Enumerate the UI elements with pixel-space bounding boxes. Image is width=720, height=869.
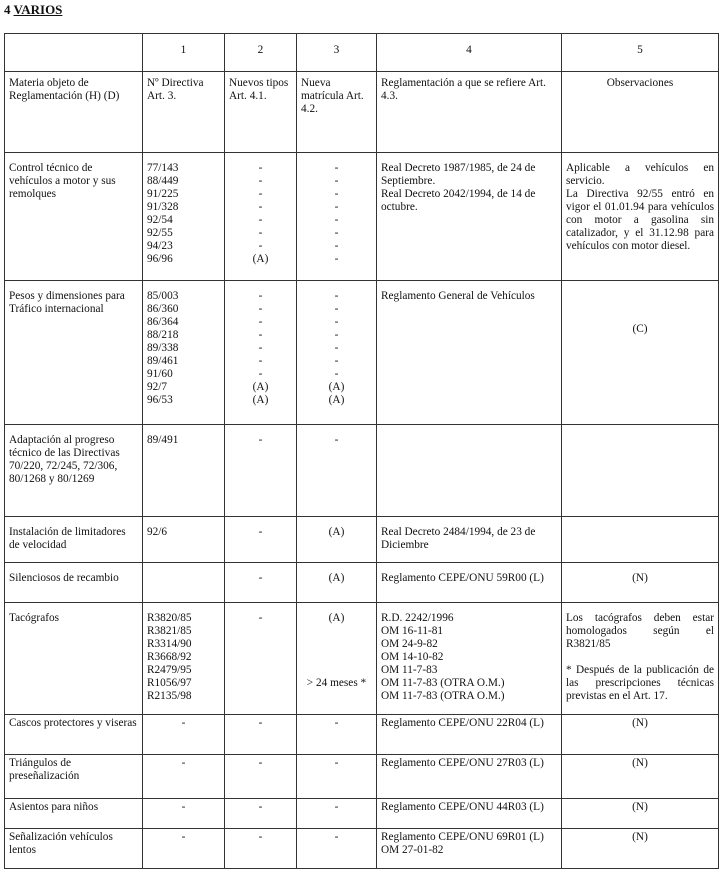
table-row: [5, 281, 719, 425]
table-row: [5, 517, 719, 563]
nueva-matricula-item: -: [334, 290, 339, 302]
table-row: [5, 829, 719, 869]
nueva-matricula-item: -: [334, 368, 339, 380]
header-nueva-matricula: Nueva matrícula Art. 4.2.: [297, 72, 377, 153]
nueva-matricula-item: [301, 664, 372, 677]
directiva-item: -: [181, 801, 186, 813]
nueva-matricula-item: -: [334, 801, 339, 813]
directiva-item: 89/338: [147, 342, 179, 354]
reglamentacion-item: OM 11-7-83 (OTRA O.M.): [381, 677, 505, 689]
column-number-row: [5, 34, 719, 72]
directiva-cell: [143, 425, 225, 517]
observacion-item: La Directiva 92/55 entró en vigor el 01.01.94 para vehículos con motor a gasolina sin catalizador, y el 31.12.98 para vehículos con motor diesel.: [566, 188, 714, 252]
table-row: [5, 153, 719, 281]
nuevos-tipos-item: -: [258, 355, 263, 367]
materia-cell: Tacógrafos: [5, 603, 143, 715]
observacion-item: (N): [632, 757, 648, 769]
nuevos-tipos-item: -: [258, 303, 263, 315]
reglamentacion-cell: [377, 563, 562, 603]
reglamentacion-item: OM 16-11-81: [381, 625, 444, 637]
header-directiva: Nº Directiva Art. 3.: [143, 72, 225, 153]
reglamentacion-item: Reglamento CEPE/ONU 22R04 (L): [381, 717, 544, 729]
regulations-table: [4, 33, 719, 869]
reglamentacion-cell: [377, 153, 562, 281]
observaciones-cell: [562, 425, 719, 517]
directiva-item: 96/53: [147, 394, 173, 406]
nuevos-tipos-cell: [225, 281, 297, 425]
nueva-matricula-cell: [297, 829, 377, 869]
nuevos-tipos-item: (A): [252, 253, 269, 265]
nueva-matricula-item: (A): [328, 526, 345, 538]
nuevos-tipos-cell: [225, 563, 297, 603]
directiva-item: R3821/85: [147, 625, 192, 637]
nuevos-tipos-item: -: [258, 757, 263, 769]
nueva-matricula-item: > 24 meses *: [306, 677, 367, 689]
observacion-item: (N): [632, 831, 648, 843]
nueva-matricula-item: -: [334, 253, 339, 265]
materia-cell: Control técnico de vehículos a motor y sus remolques: [5, 153, 143, 281]
nuevos-tipos-cell: [225, 715, 297, 755]
reglamentacion-cell: [377, 281, 562, 425]
directiva-item: 94/23: [147, 240, 173, 252]
materia-cell: Cascos protectores y viseras: [5, 715, 143, 755]
directiva-cell: [143, 517, 225, 563]
materia-cell: Señalización vehículos lentos: [5, 829, 143, 869]
nueva-matricula-item: -: [334, 355, 339, 367]
nuevos-tipos-item: (A): [252, 394, 269, 406]
nueva-matricula-item: [301, 625, 372, 638]
nuevos-tipos-item: -: [258, 572, 263, 584]
directiva-item: 96/96: [147, 253, 173, 265]
observaciones-cell: [562, 517, 719, 563]
directiva-item: 89/461: [147, 355, 179, 367]
nueva-matricula-cell: [297, 799, 377, 829]
nueva-matricula-cell: [297, 425, 377, 517]
nueva-matricula-item: -: [334, 214, 339, 226]
nueva-matricula-cell: [297, 715, 377, 755]
nuevos-tipos-item: -: [258, 162, 263, 174]
nueva-matricula-item: -: [334, 831, 339, 843]
nuevos-tipos-item: -: [258, 201, 263, 213]
col-num-4: 4: [377, 34, 562, 72]
nuevos-tipos-item: -: [258, 831, 263, 843]
nueva-matricula-item: (A): [328, 381, 345, 393]
materia-cell: Silenciosos de recambio: [5, 563, 143, 603]
nueva-matricula-item: (A): [328, 612, 345, 624]
nuevos-tipos-item: -: [258, 526, 263, 538]
nuevos-tipos-item: -: [258, 368, 263, 380]
table-row: [5, 603, 719, 715]
reglamentacion-item: OM 14-10-82: [381, 651, 444, 663]
directiva-item: R1056/97: [147, 677, 192, 689]
materia-cell: Triángulos de preseñalización: [5, 755, 143, 799]
reglamentacion-item: OM 24-9-82: [381, 638, 438, 650]
table-row: [5, 563, 719, 603]
nueva-matricula-item: -: [334, 342, 339, 354]
observaciones-cell: [562, 799, 719, 829]
nueva-matricula-item: -: [334, 717, 339, 729]
nuevos-tipos-item: -: [258, 227, 263, 239]
observaciones-cell: [562, 829, 719, 869]
reglamentacion-cell: [377, 715, 562, 755]
nuevos-tipos-item: -: [258, 329, 263, 341]
nueva-matricula-item: -: [334, 316, 339, 328]
directiva-item: -: [181, 717, 186, 729]
reglamentacion-item: Reglamento CEPE/ONU 59R00 (L): [381, 572, 544, 584]
table-row: [5, 755, 719, 799]
observaciones-cell: [562, 755, 719, 799]
nueva-matricula-cell: [297, 563, 377, 603]
table-row: [5, 799, 719, 829]
col-num-5: 5: [562, 34, 719, 72]
col-num-1: 1: [143, 34, 225, 72]
nueva-matricula-cell: [297, 281, 377, 425]
directiva-cell: [143, 153, 225, 281]
reglamentacion-cell: [377, 425, 562, 517]
nuevos-tipos-item: -: [258, 240, 263, 252]
reglamentacion-item: Real Decreto 2484/1994, de 23 de Diciembre: [381, 526, 536, 551]
directiva-cell: [143, 715, 225, 755]
materia-cell: Pesos y dimensiones para Tráfico internacional: [5, 281, 143, 425]
header-observaciones: Observaciones: [562, 72, 719, 153]
directiva-cell: [143, 799, 225, 829]
directiva-item: R3314/90: [147, 638, 192, 650]
directiva-item: R3668/92: [147, 651, 192, 663]
observacion-item: (N): [632, 801, 648, 813]
directiva-item: R2135/98: [147, 690, 192, 702]
nueva-matricula-cell: [297, 153, 377, 281]
reglamentacion-item: OM 11-7-83: [381, 664, 438, 676]
reglamentacion-item: Reglamento CEPE/ONU 27R03 (L): [381, 757, 544, 769]
nuevos-tipos-item: -: [258, 214, 263, 226]
nueva-matricula-item: -: [334, 240, 339, 252]
directiva-item: 91/225: [147, 188, 179, 200]
directiva-item: 92/55: [147, 227, 173, 239]
directiva-cell: [143, 829, 225, 869]
header-nuevos-tipos: Nuevos tipos Art. 4.1.: [225, 72, 297, 153]
nuevos-tipos-item: -: [258, 434, 263, 446]
directiva-cell: [143, 755, 225, 799]
observaciones-cell: [562, 715, 719, 755]
nuevos-tipos-item: -: [258, 188, 263, 200]
nueva-matricula-item: -: [334, 227, 339, 239]
directiva-item: 91/60: [147, 368, 173, 380]
directiva-item: 77/143: [147, 162, 179, 174]
nuevos-tipos-item: -: [258, 612, 263, 624]
nuevos-tipos-item: -: [258, 342, 263, 354]
table-row: [5, 425, 719, 517]
materia-cell: Instalación de limitadores de velocidad: [5, 517, 143, 563]
nueva-matricula-item: [301, 651, 372, 664]
nueva-matricula-item: -: [334, 329, 339, 341]
observacion-item: (N): [632, 572, 648, 584]
directiva-cell: [143, 563, 225, 603]
directiva-item: R2479/95: [147, 664, 192, 676]
header-reglamentacion: Reglamentación a que se refiere Art. 4.3.: [377, 72, 562, 153]
nueva-matricula-item: -: [334, 434, 339, 446]
header-materia: Materia objeto de Reglamentación (H) (D): [5, 72, 143, 153]
nueva-matricula-item: -: [334, 201, 339, 213]
nueva-matricula-item: (A): [328, 572, 345, 584]
directiva-cell: [143, 603, 225, 715]
nueva-matricula-item: -: [334, 757, 339, 769]
observacion-item: Aplicable a vehículos en servicio.: [566, 162, 714, 187]
directiva-item: 91/328: [147, 201, 179, 213]
observacion-item: Los tacógrafos deben estar homologados según el R3821/85: [566, 612, 714, 650]
nuevos-tipos-cell: [225, 603, 297, 715]
reglamentacion-cell: [377, 799, 562, 829]
observaciones-cell: [562, 603, 719, 715]
col-num-2: 2: [225, 34, 297, 72]
directiva-item: -: [181, 757, 186, 769]
nueva-matricula-cell: [297, 755, 377, 799]
nuevos-tipos-cell: [225, 755, 297, 799]
reglamentacion-cell: [377, 829, 562, 869]
materia-cell: Asientos para niños: [5, 799, 143, 829]
nuevos-tipos-item: -: [258, 290, 263, 302]
reglamentacion-cell: [377, 517, 562, 563]
directiva-cell: [143, 281, 225, 425]
observaciones-cell: [562, 153, 719, 281]
nueva-matricula-item: (A): [328, 394, 345, 406]
reglamentacion-item: Real Decreto 1987/1985, de 24 de Septiembre.: [381, 162, 536, 187]
directiva-item: 85/003: [147, 290, 179, 302]
reglamentacion-item: Reglamento CEPE/ONU 69R01 (L): [381, 831, 544, 843]
reglamentacion-item: Reglamento CEPE/ONU 44R03 (L): [381, 801, 544, 813]
directiva-item: 88/449: [147, 175, 179, 187]
directiva-item: 88/218: [147, 329, 179, 341]
header-row: [5, 72, 719, 153]
reglamentacion-item: Reglamento General de Vehículos: [381, 290, 535, 302]
nuevos-tipos-item: -: [258, 801, 263, 813]
col-num-0: [5, 34, 143, 72]
observaciones-cell: [562, 563, 719, 603]
nuevos-tipos-cell: [225, 829, 297, 869]
observacion-item: * Después de la publicación de las prescripciones técnicas previstas en el Art. 17.: [566, 664, 714, 702]
materia-cell: Adaptación al progreso técnico de las Directivas 70/220, 72/245, 72/306, 80/1268 y 80/1269: [5, 425, 143, 517]
nuevos-tipos-item: -: [258, 717, 263, 729]
nueva-matricula-item: -: [334, 188, 339, 200]
observacion-item: (N): [632, 717, 648, 729]
observaciones-cell: [562, 281, 719, 425]
directiva-item: 92/54: [147, 214, 173, 226]
nuevos-tipos-item: -: [258, 175, 263, 187]
nueva-matricula-item: -: [334, 162, 339, 174]
reglamentacion-cell: [377, 603, 562, 715]
nueva-matricula-item: -: [334, 175, 339, 187]
nueva-matricula-cell: [297, 603, 377, 715]
observacion-item: (C): [632, 323, 648, 335]
directiva-item: 92/7: [147, 381, 168, 393]
reglamentacion-item: R.D. 2242/1996: [381, 612, 454, 624]
nuevos-tipos-cell: [225, 153, 297, 281]
nueva-matricula-item: -: [334, 303, 339, 315]
nuevos-tipos-item: -: [258, 316, 263, 328]
nuevos-tipos-cell: [225, 425, 297, 517]
col-num-3: 3: [297, 34, 377, 72]
directiva-item: -: [181, 831, 186, 843]
reglamentacion-item: OM 27-01-82: [381, 844, 444, 856]
section-title-label: VARIOS: [13, 2, 63, 17]
directiva-item: 89/491: [147, 434, 179, 446]
directiva-item: 86/360: [147, 303, 179, 315]
reglamentacion-cell: [377, 755, 562, 799]
directiva-item: 86/364: [147, 316, 179, 328]
nueva-matricula-item: [301, 638, 372, 651]
reglamentacion-item: OM 11-7-83 (OTRA O.M.): [381, 690, 505, 702]
nuevos-tipos-cell: [225, 799, 297, 829]
nueva-matricula-cell: [297, 517, 377, 563]
directiva-item: R3820/85: [147, 612, 192, 624]
section-title: 4 VARIOS: [4, 2, 63, 17]
reglamentacion-item: Real Decreto 2042/1994, de 14 de octubre.: [381, 188, 536, 213]
nuevos-tipos-item: (A): [252, 381, 269, 393]
nuevos-tipos-cell: [225, 517, 297, 563]
directiva-item: 92/6: [147, 526, 168, 538]
table-row: [5, 715, 719, 755]
